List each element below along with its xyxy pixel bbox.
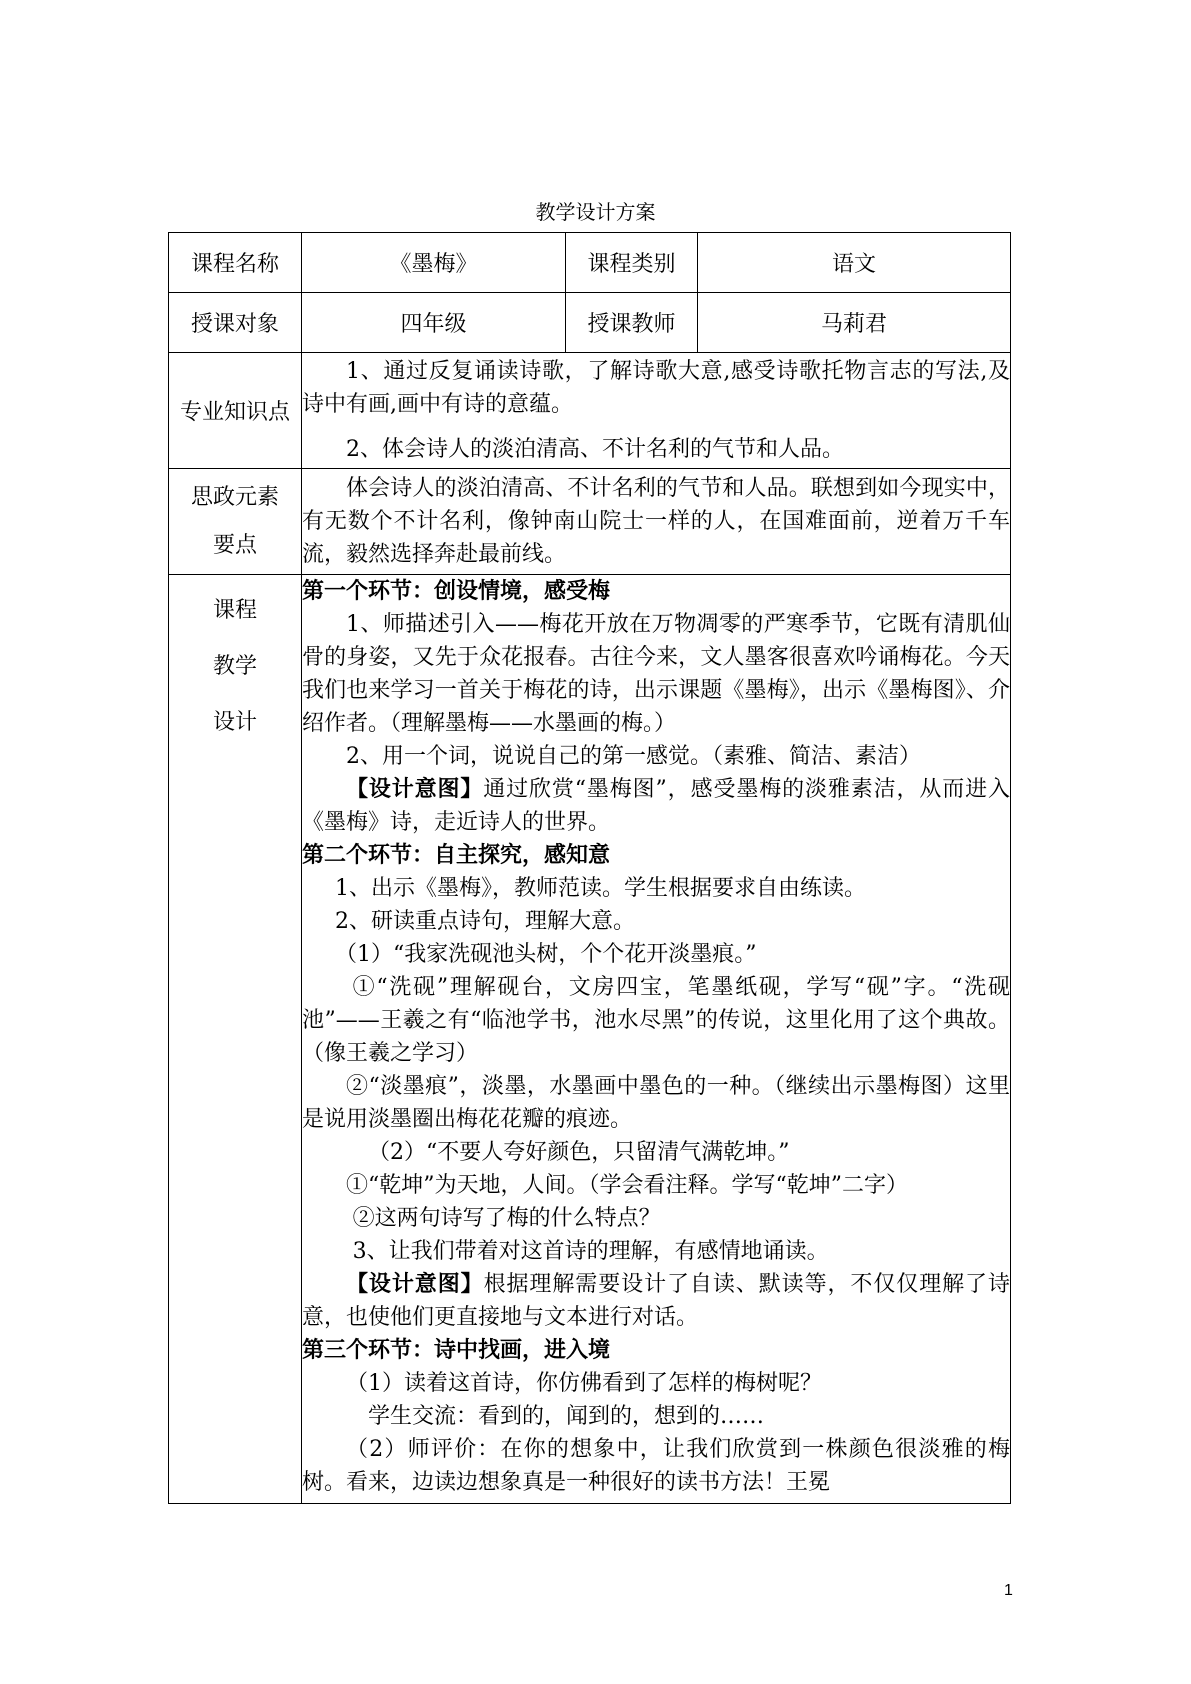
section-title: 第二个环节：自主探究，感知意: [302, 842, 611, 868]
course-type-value: 语文: [698, 233, 1011, 293]
paragraph: （1）“我家洗砚池头树，个个花开淡墨痕。”: [335, 942, 757, 967]
paragraph: 1、出示《墨梅》，教师范读。学生根据要求自由练读。: [335, 876, 866, 901]
ideology-label-line: 思政元素: [190, 484, 279, 510]
section-title: 第一个环节：创设情境，感受梅: [302, 578, 611, 604]
paragraph: 1、师描述引入——梅花开放在万物凋零的严寒季节，它既有清肌仙骨的身姿，又先于众花报春。古往今来，文人墨客很喜欢吟诵梅花。今天我们也来学习一首关于梅花的诗，出示课题《墨梅》，出示《墨梅图》、介绍作者。（理解墨梅——水墨画的梅。）: [302, 612, 1010, 736]
knowledge-content: [302, 353, 1011, 469]
design-intent: [302, 1268, 1010, 1334]
page-number: 1: [1004, 1582, 1013, 1599]
intent-text: 通过欣赏“墨梅图”，感受墨梅的淡雅素洁，从而进入《墨梅》诗，走近诗人的世界。: [302, 777, 1010, 835]
table-row: [169, 575, 1011, 1504]
design-intent: [302, 773, 1010, 839]
audience-label: 授课对象: [169, 293, 302, 353]
paragraph: 2、用一个词，说说自己的第一感觉。（素雅、简洁、素洁）: [346, 744, 921, 769]
paragraph: ②这两句诗写了梅的什么特点？: [352, 1206, 661, 1231]
intent-label: 【设计意图】: [346, 776, 484, 802]
table-row: [169, 469, 1011, 575]
paragraph: （2）师评价：在你的想象中，让我们欣赏到一株颜色很淡雅的梅树。看来，边读边想象真是一种很好的读书方法！王冕: [302, 1437, 1010, 1495]
paragraph: （1）读着这首诗，你仿佛看到了怎样的梅树呢？: [346, 1371, 822, 1396]
paragraph: ②“淡墨痕”，淡墨，水墨画中墨色的一种。（继续出示墨梅图）这里是说用淡墨圈出梅花花瓣的痕迹。: [302, 1074, 1010, 1132]
audience-value: 四年级: [302, 293, 566, 353]
paragraph: （2）“不要人夸好颜色，只留清气满乾坤。”: [368, 1140, 790, 1165]
knowledge-item: 1、通过反复诵读诗歌，了解诗歌大意,感受诗歌托物言志的写法,及诗中有画,画中有诗的意蕴。: [302, 359, 1010, 417]
ideology-text: 体会诗人的淡泊清高、不计名利的气节和人品。联想到如今现实中，有无数个不计名利，像钟南山院士一样的人，在国难面前，逆着万千车流，毅然选择奔赴最前线。: [302, 476, 1010, 567]
design-label-line: 教学: [212, 654, 257, 679]
design-label-line: 课程: [212, 598, 257, 623]
document-title: 教学设计方案: [535, 200, 656, 224]
design-label: [169, 575, 302, 1504]
lesson-plan-table: [168, 232, 1011, 1504]
paragraph: 2、研读重点诗句，理解大意。: [335, 909, 635, 934]
knowledge-label: 专业知识点: [169, 353, 302, 469]
ideology-label-line: 要点: [212, 532, 257, 558]
course-name-value: 《墨梅》: [302, 233, 566, 293]
ideology-content: [302, 469, 1011, 575]
section-title: 第三个环节：诗中找画，进入境: [302, 1337, 611, 1363]
table-row: [169, 353, 1011, 469]
teacher-value: 马莉君: [698, 293, 1011, 353]
design-label-line: 设计: [212, 710, 257, 735]
paragraph: 3、让我们带着对这首诗的理解，有感情地诵读。: [352, 1239, 829, 1264]
teacher-label: 授课教师: [566, 293, 698, 353]
table-row: [169, 293, 1011, 353]
knowledge-item: 2、体会诗人的淡泊清高、不计名利的气节和人品。: [346, 437, 844, 462]
intent-text: 根据理解需要设计了自读、默读等，不仅仅理解了诗意，也使他们更直接地与文本进行对话。: [302, 1272, 1010, 1330]
table-row: [169, 233, 1011, 293]
course-name-label: 课程名称: [169, 233, 302, 293]
course-type-label: 课程类别: [566, 233, 698, 293]
paragraph: ①“乾坤”为天地，人间。（学会看注释。学写“乾坤”二字）: [346, 1173, 908, 1198]
design-content: [302, 575, 1011, 1504]
paragraph: ①“洗砚”理解砚台，文房四宝，笔墨纸砚，学写“砚”字。“洗砚池”——王羲之有“临池学书，池水尽黑”的传说，这里化用了这个典故。（像王羲之学习）: [302, 975, 1010, 1066]
ideology-label: [169, 469, 302, 575]
paragraph: 学生交流：看到的，闻到的，想到的……: [368, 1404, 765, 1429]
intent-label: 【设计意图】: [346, 1271, 484, 1297]
